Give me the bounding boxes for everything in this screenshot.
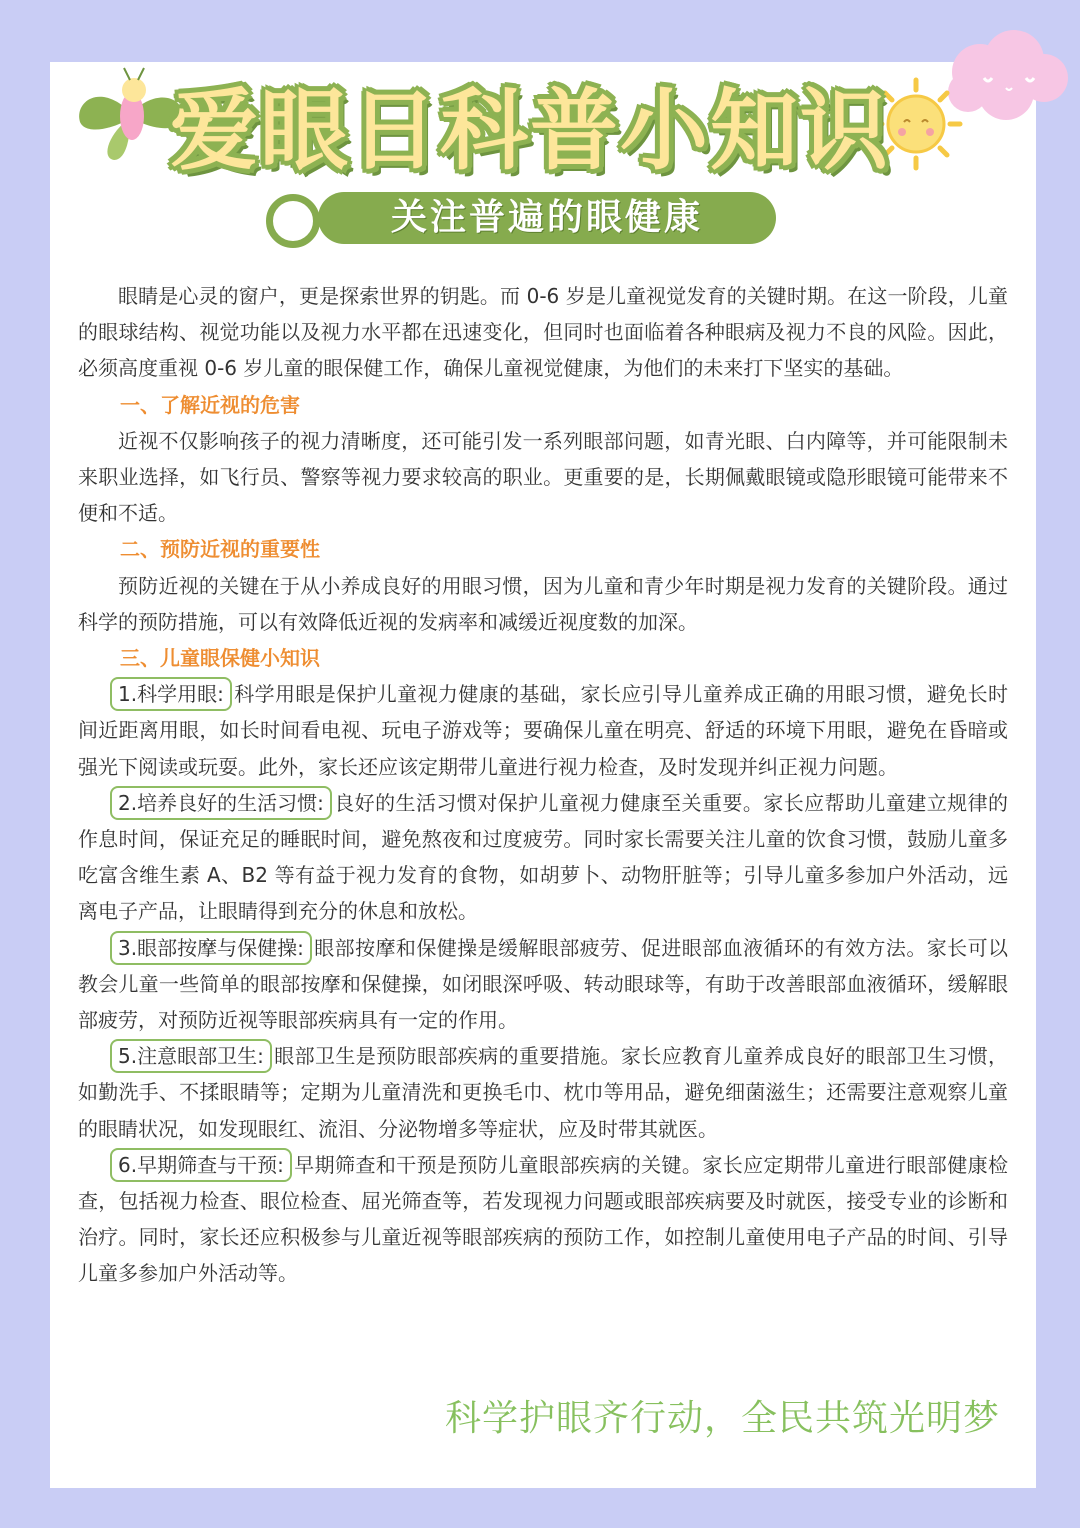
- article-body: [78, 278, 1008, 1292]
- section-heading-eye-care: 三、儿童眼保健小知识: [120, 646, 320, 671]
- tip-item-good-habits: [78, 785, 1008, 930]
- tip-text: 早期筛查和干预是预防儿童眼部疾病的关键。家长应定期带儿童进行眼部健康检查，包括视力检查、眼位检查、屈光筛查等，若发现视力问题或眼部疾病要及时就医，接受专业的诊断和治疗。同时，家长还应积极参与儿童近视等眼部疾病的预防工作，如控制儿童使用电子产品的时间、引导儿童多参加户外活动等。: [78, 1152, 1008, 1286]
- tip-item-eye-massage: [78, 930, 1008, 1039]
- tip-item-eye-hygiene: [78, 1038, 1008, 1147]
- page-subtitle: 关注普遍的眼健康: [318, 192, 776, 244]
- tip-text: 眼部卫生是预防眼部疾病的重要措施。家长应教育儿童养成良好的眼部卫生习惯，如勤洗手、不揉眼睛等；定期为儿童清洗和更换毛巾、枕巾等用品，避免细菌滋生；还需要注意观察儿童的眼睛状况，如发现眼红、流泪、分泌物增多等症状，应及时带其就医。: [78, 1044, 1008, 1141]
- subtitle-ring-icon: [266, 194, 320, 248]
- section-heading-myopia-harm: 一、了解近视的危害: [120, 392, 300, 417]
- section-text-prevention: 预防近视的关键在于从小养成良好的用眼习惯，因为儿童和青少年时期是视力发育的关键阶段。通过科学的预防措施，可以有效降低近视的发病率和减缓近视度数的加深。: [78, 573, 1008, 634]
- tip-text: 良好的生活习惯对保护儿童视力健康至关重要。家长应帮助儿童建立规律的作息时间，保证充足的睡眠时间，避免熬夜和过度疲劳。同时家长需要关注儿童的饮食习惯，鼓励儿童多吃富含维生素 A、B2 等有益于视力发育的食物，如胡萝卜、动物肝脏等；引导儿童多参加户外活动，远离电子产品，让眼睛得到充分的休息和放松。: [78, 790, 1008, 924]
- tip-item-scientific-eye-use: [78, 676, 1008, 785]
- section-text-myopia-harm: 近视不仅影响孩子的视力清晰度，还可能引发一系列眼部问题，如青光眼、白内障等，并可能限制未来职业选择，如飞行员、警察等视力要求较高的职业。更重要的是，长期佩戴眼镜或隐形眼镜可能带来不便和不适。: [78, 428, 1008, 526]
- tip-label: 1.科学用眼:: [110, 677, 232, 711]
- section-heading-prevention: 二、预防近视的重要性: [120, 537, 320, 562]
- tip-text: 科学用眼是保护儿童视力健康的基础，家长应引导儿童养成正确的用眼习惯，避免长时间近距离用眼，如长时间看电视、玩电子游戏等；要确保儿童在明亮、舒适的环境下用眼，避免在昏暗或强光下阅读或玩耍。此外，家长还应该定期带儿童进行视力检查，及时发现并纠正视力问题。: [78, 682, 1008, 779]
- tip-label: 3.眼部按摩与保健操:: [110, 931, 312, 965]
- tip-text: 眼部按摩和保健操是缓解眼部疲劳、促进眼部血液循环的有效方法。家长可以教会儿童一些简单的眼部按摩和保健操，如闭眼深呼吸、转动眼球等，有助于改善眼部血液循环，缓解眼部疲劳，对预防近视等眼部疾病具有一定的作用。: [78, 935, 1008, 1033]
- tip-label: 5.注意眼部卫生:: [110, 1039, 272, 1073]
- tip-item-early-screening: [78, 1147, 1008, 1292]
- tip-label: 2.培养良好的生活习惯:: [110, 786, 332, 820]
- intro-paragraph: 眼睛是心灵的窗户，更是探索世界的钥匙。而 0-6 岁是儿童视觉发育的关键时期。在这一阶段，儿童的眼球结构、视觉功能以及视力水平都在迅速变化，但同时也面临着各种眼病及视力不良的风险。因此，必须高度重视 0-6 岁儿童的眼保健工作，确保儿童视觉健康，为他们的未来打下坚实的基础。: [78, 284, 1008, 381]
- tip-label: 6.早期筛查与干预:: [110, 1148, 292, 1182]
- page-title: 爱眼日科普小知识: [170, 79, 891, 182]
- slogan: 科学护眼齐行动，全民共筑光明梦: [444, 1398, 1000, 1439]
